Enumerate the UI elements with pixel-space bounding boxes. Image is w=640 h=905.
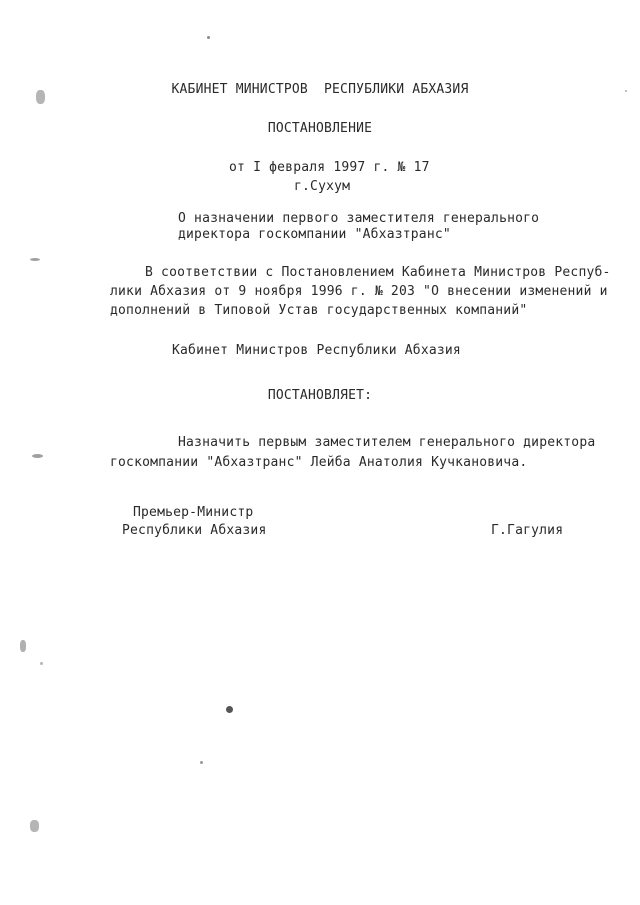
scan-speck [30, 258, 40, 261]
scan-speck [226, 706, 233, 713]
signatory-name: Г.Гагулия [491, 523, 564, 538]
scan-speck [20, 640, 26, 652]
signatory-title: Республики Абхазия [122, 523, 267, 538]
scan-speck [200, 761, 203, 764]
scan-speck [207, 36, 210, 39]
scan-speck [625, 90, 627, 92]
resolution-line: госкомпании "Абхазтранс" Лейба Анатолия Кучкановича. [110, 455, 528, 470]
scan-speck [30, 820, 39, 832]
document-date-number: от I февраля 1997 г. № 17 [229, 160, 430, 175]
resolves-heading: ПОСТАНОВЛЯЕТ: [267, 388, 373, 403]
subject-line: О назначении первого заместителя генерального [178, 211, 540, 226]
preamble-line: дополнений в Типовой Устав государственных компаний" [110, 303, 528, 318]
scan-speck [40, 662, 43, 665]
preamble-line: В соответствии с Постановлением Кабинета Министров Респуб- [145, 265, 611, 280]
subject-line: директора госкомпании "Абхазтранс" [178, 227, 451, 242]
document-city: г.Сухум [294, 179, 351, 194]
document-type-title: ПОСТАНОВЛЕНИЕ [267, 121, 373, 136]
issuing-body: Кабинет Министров Республики Абхазия [172, 343, 461, 358]
resolution-line: Назначить первым заместителем генерального директора [178, 435, 596, 450]
scan-speck [36, 90, 45, 104]
preamble-line: лики Абхазия от 9 ноября 1996 г. № 203 "О внесении изменений и [110, 284, 608, 299]
signatory-title: Премьер-Министр [133, 505, 254, 520]
scan-speck [32, 454, 43, 458]
document-header: КАБИНЕТ МИНИСТРОВ РЕСПУБЛИКИ АБХАЗИЯ [171, 82, 469, 97]
